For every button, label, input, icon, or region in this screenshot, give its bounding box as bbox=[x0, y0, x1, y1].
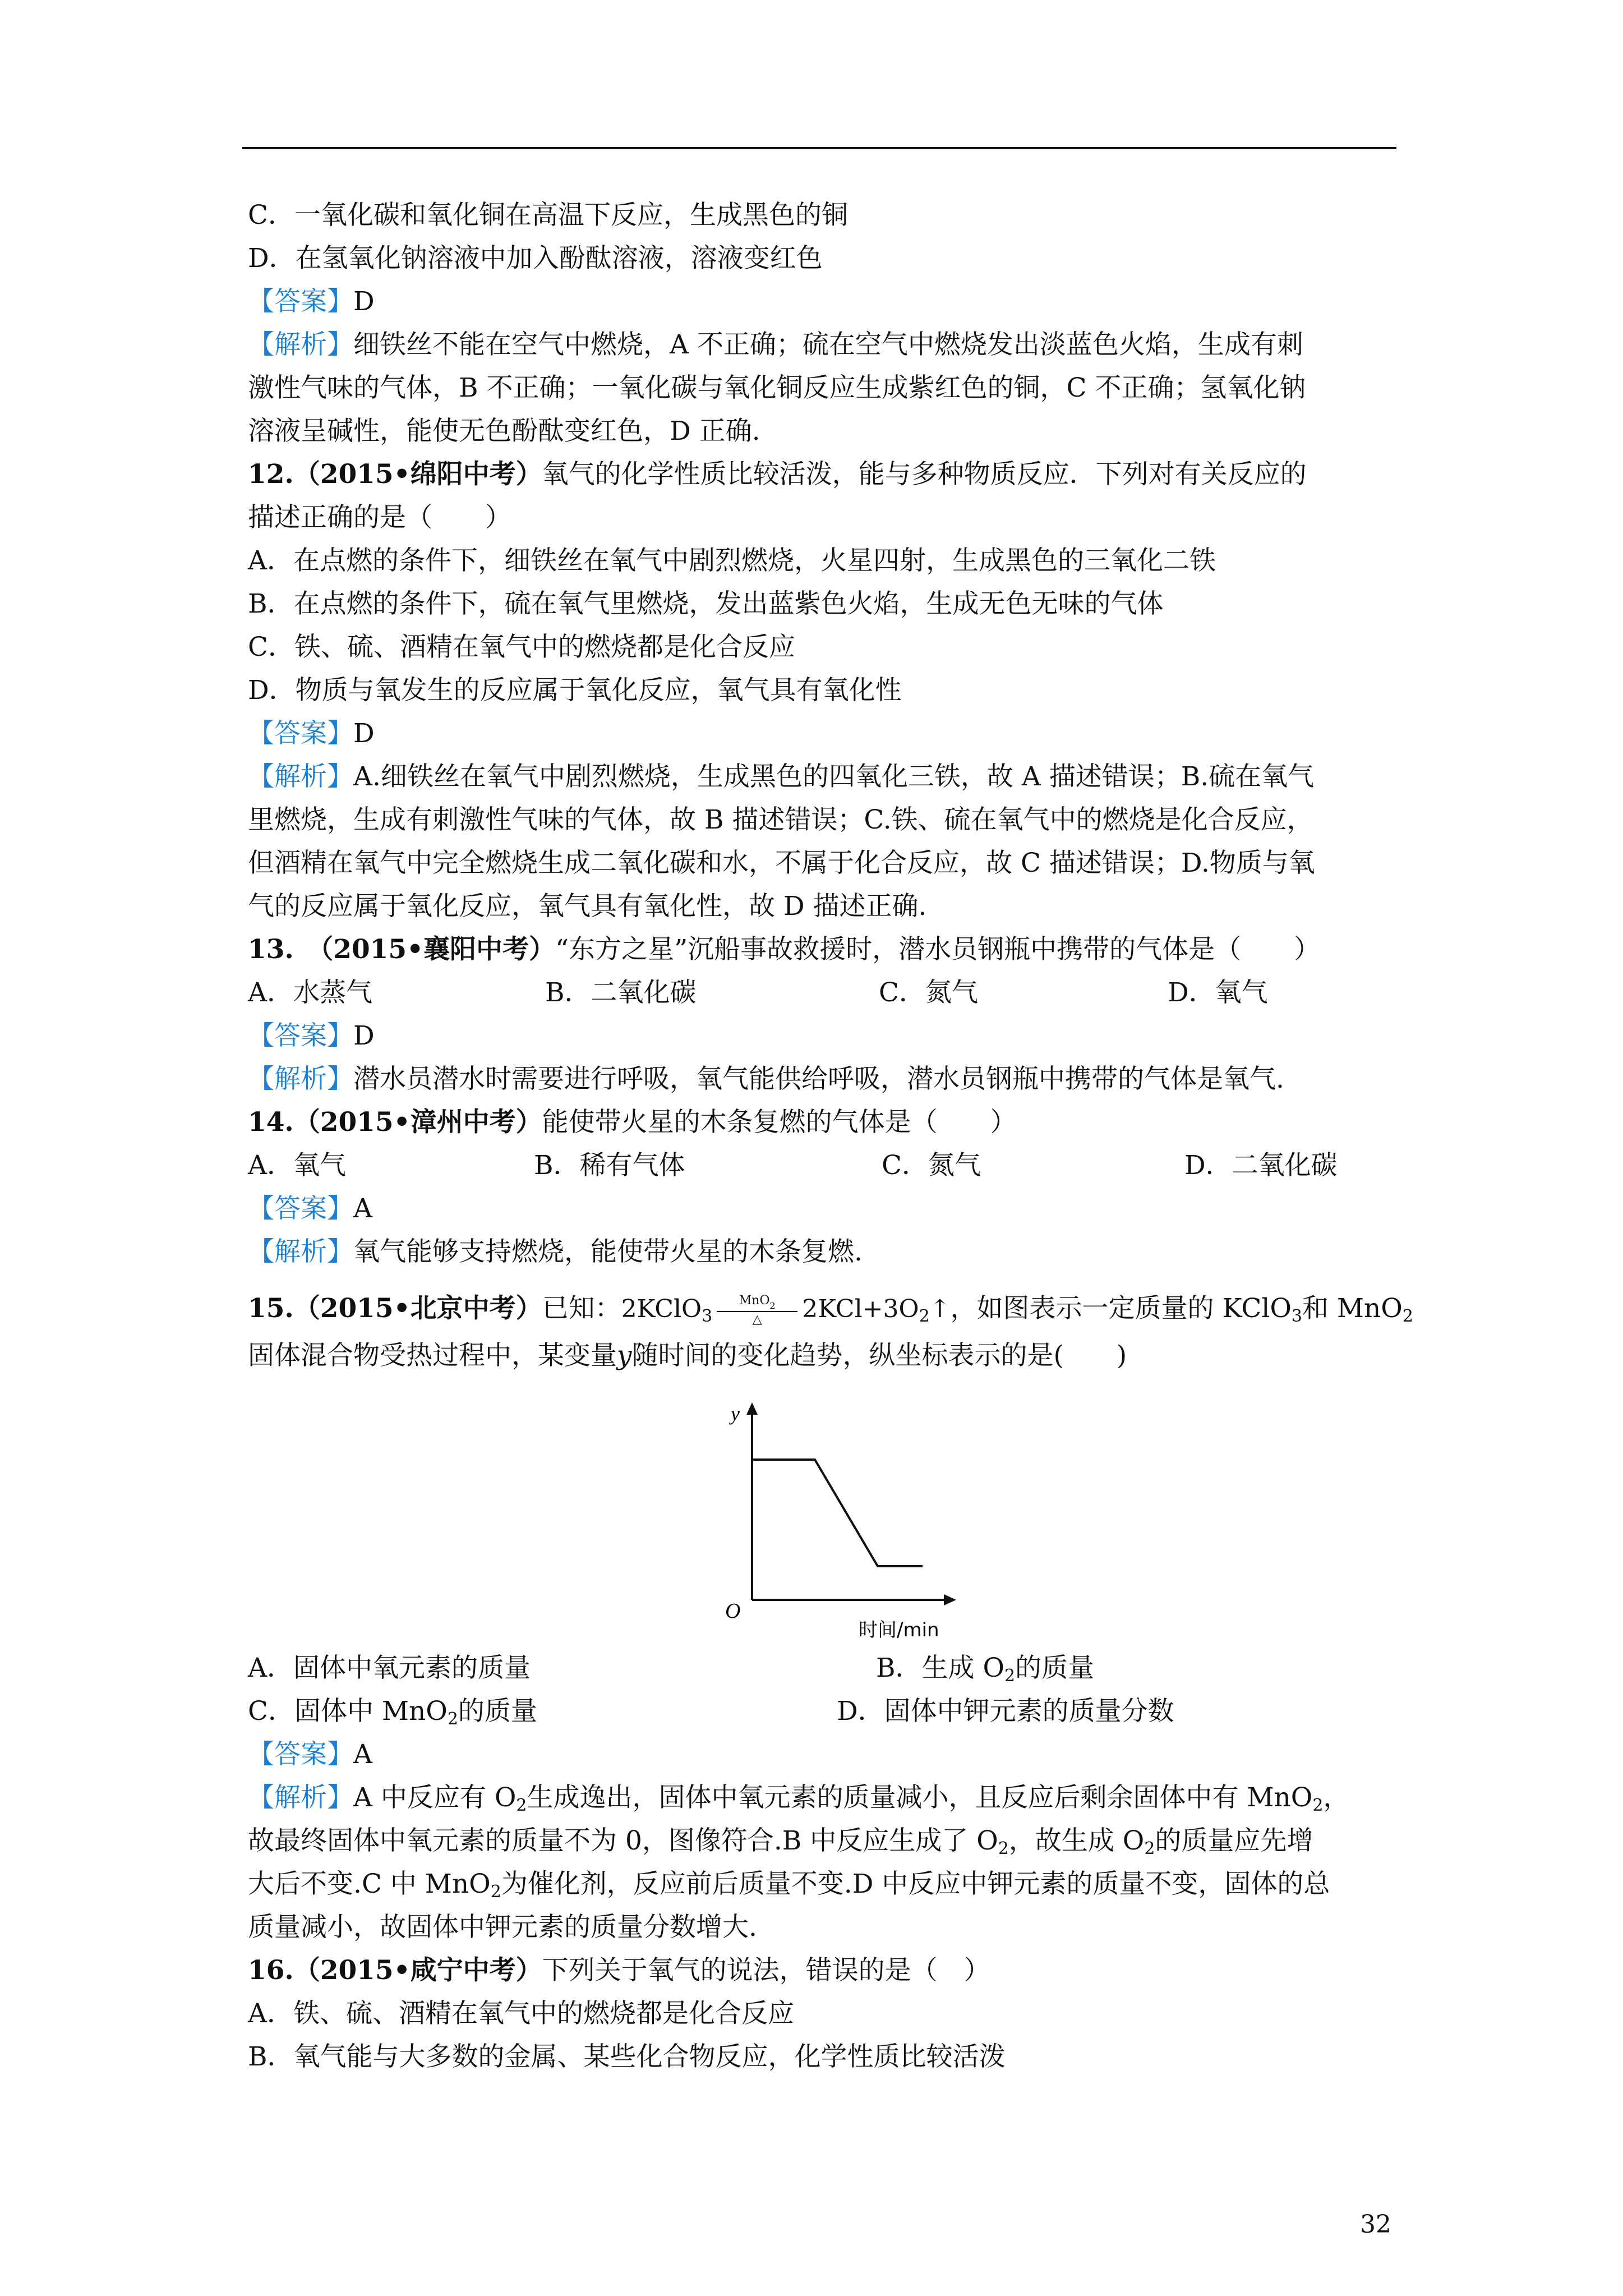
explanation-text: A 中反应有 O bbox=[353, 1782, 517, 1813]
question-number: 15.（2015•北京中考） bbox=[248, 1293, 542, 1324]
q15-explanation-1 bbox=[248, 1776, 1403, 1819]
q12-option-c: C．铁、硫、酒精在氧气中的燃烧都是化合反应 bbox=[248, 632, 795, 662]
answer-value: A bbox=[353, 1739, 372, 1770]
q15-stem-1 bbox=[248, 1278, 1413, 1334]
explanation-text: 细铁丝不能在空气中燃烧，A 不正确；硫在空气中燃烧发出淡蓝色火焰，生成有刺 bbox=[353, 329, 1303, 360]
q12-answer bbox=[248, 712, 1403, 755]
q13-explanation bbox=[248, 1057, 1403, 1101]
answer-value: D bbox=[353, 286, 375, 317]
q12-option-d: D．物质与氧发生的反应属于氧化反应，氧气具有氧化性 bbox=[248, 675, 902, 706]
subscript: 2 bbox=[1402, 1306, 1413, 1326]
x-axis-label: 时间/min bbox=[859, 1619, 939, 1641]
q15-explanation-2 bbox=[248, 1819, 1403, 1862]
question-text: “东方之星”沉船事故救援时，潜水员钢瓶中携带的气体是（ ） bbox=[555, 934, 1321, 965]
subscript: 2 bbox=[1144, 1839, 1155, 1858]
option-text: C．固体中 MnO bbox=[248, 1696, 448, 1727]
answer-tag: 【答案】 bbox=[248, 718, 353, 749]
question-text: 固体混合物受热过程中，某变量 bbox=[248, 1340, 617, 1371]
subscript: 2 bbox=[998, 1839, 1009, 1858]
question-number: 12.（2015•绵阳中考） bbox=[248, 459, 542, 490]
explanation-text: ， bbox=[1323, 1782, 1350, 1813]
question-text: ，如图表示一定质量的 KClO bbox=[950, 1293, 1292, 1324]
q13-options bbox=[248, 971, 1403, 1014]
q14-option-c: C．氮气 bbox=[882, 1150, 981, 1181]
explanation-text: 为催化剂，反应前后质量不变.D 中反应中钾元素的质量不变，固体的总 bbox=[501, 1869, 1330, 1899]
q15-option-d: D．固体中钾元素的质量分数 bbox=[837, 1696, 1174, 1727]
subscript: 2 bbox=[516, 1796, 527, 1815]
q15-explanation-4: 质量减小，故固体中钾元素的质量分数增大. bbox=[248, 1912, 757, 1943]
subscript: 3 bbox=[702, 1306, 713, 1326]
explanation-text: 的质量应先增 bbox=[1155, 1825, 1313, 1856]
q14-option-d: D．二氧化碳 bbox=[1184, 1150, 1338, 1181]
option-text: 的质量 bbox=[458, 1696, 537, 1727]
explanation-text: A.细铁丝在氧气中剧烈燃烧，生成黑色的四氧化三铁，故 A 描述错误；B.硫在氧气 bbox=[353, 761, 1315, 792]
q15-option-b bbox=[876, 1646, 1094, 1690]
q11-option-c: C．一氧化碳和氧化铜在高温下反应，生成黑色的铜 bbox=[248, 200, 848, 231]
q11-explanation-1 bbox=[248, 323, 1403, 366]
x-axis-arrowhead bbox=[944, 1594, 956, 1605]
answer-tag: 【答案】 bbox=[248, 1739, 353, 1770]
answer-value: D bbox=[353, 718, 375, 749]
q13-option-d: D．氧气 bbox=[1168, 977, 1268, 1008]
q15-options-cd bbox=[248, 1690, 1403, 1733]
q12-option-a: A．在点燃的条件下，细铁丝在氧气中剧烈燃烧，火星四射，生成黑色的三氧化二铁 bbox=[248, 545, 1216, 576]
y-axis-arrowhead bbox=[746, 1402, 758, 1415]
explanation-text: ，故生成 O bbox=[1008, 1825, 1145, 1856]
q11-explanation-3: 溶液呈碱性，能使无色酚酞变红色，D 正确. bbox=[248, 416, 760, 447]
catalyst-text: MnO bbox=[739, 1293, 770, 1308]
subscript: 2 bbox=[1004, 1666, 1016, 1686]
page-number: 32 bbox=[1360, 2210, 1391, 2239]
question-text: 下列关于氧气的说法，错误的是（ ） bbox=[542, 1955, 990, 1986]
q13-answer bbox=[248, 1014, 1403, 1057]
question-text: 氧气的化学性质比较活泼，能与多种物质反应．下列对有关反应的 bbox=[542, 459, 1307, 490]
q15-option-c bbox=[248, 1690, 837, 1733]
arrow-bar bbox=[717, 1311, 797, 1312]
explanation-tag: 【解析】 bbox=[248, 1782, 353, 1813]
equation-reactant: 2KClO bbox=[621, 1295, 702, 1323]
subscript: 2 bbox=[919, 1306, 930, 1326]
q12-stem-2: 描述正确的是（ ） bbox=[248, 502, 511, 533]
question-text: 随时间的变化趋势，纵坐标表示的是( ) bbox=[631, 1340, 1127, 1371]
q13-stem bbox=[248, 928, 1403, 971]
origin-label: O bbox=[725, 1599, 741, 1623]
variable-y: y bbox=[617, 1340, 632, 1371]
q14-options bbox=[248, 1144, 1403, 1187]
q14-stem bbox=[248, 1101, 1403, 1144]
answer-tag: 【答案】 bbox=[248, 1193, 353, 1224]
q12-explanation-1 bbox=[248, 755, 1403, 798]
answer-value: A bbox=[353, 1193, 372, 1224]
option-text: 的质量 bbox=[1015, 1653, 1095, 1683]
q14-option-b: B．稀有气体 bbox=[534, 1150, 685, 1181]
reaction-equation bbox=[621, 1278, 951, 1340]
q16-stem bbox=[248, 1949, 1403, 1992]
q12-option-b: B．在点燃的条件下，硫在氧气里燃烧，发出蓝紫色火焰，生成无色无味的气体 bbox=[248, 588, 1164, 619]
q15-answer bbox=[248, 1733, 1403, 1776]
question-number: 16.（2015•咸宁中考） bbox=[248, 1955, 542, 1986]
option-text: B．生成 O bbox=[876, 1653, 1005, 1683]
q12-explanation-2: 里燃烧，生成有刺激性气味的气体，故 B 描述错误；C.铁、硫在氧气中的燃烧是化合反应， bbox=[248, 804, 1313, 835]
question-number: 14.（2015•漳州中考） bbox=[248, 1107, 542, 1138]
question-text: 和 MnO bbox=[1302, 1293, 1403, 1324]
q16-option-b: B．氧气能与大多数的金属、某些化合物反应，化学性质比较活泼 bbox=[248, 2041, 1006, 2072]
document-body bbox=[248, 194, 1413, 2078]
q14-explanation bbox=[248, 1230, 1403, 1273]
q13-option-b: B．二氧化碳 bbox=[545, 977, 697, 1008]
explanation-tag: 【解析】 bbox=[248, 1236, 353, 1267]
subscript: 2 bbox=[1312, 1796, 1324, 1815]
explanation-tag: 【解析】 bbox=[248, 761, 353, 792]
q15-options-ab bbox=[248, 1646, 1403, 1690]
catalyst-label bbox=[712, 1293, 802, 1311]
subscript: 2 bbox=[490, 1882, 501, 1902]
y-axis-label: y bbox=[731, 1402, 740, 1425]
q12-explanation-4: 气的反应属于氧化反应，氧气具有氧化性，故 D 描述正确. bbox=[248, 891, 927, 922]
question-text: 能使带火星的木条复燃的气体是（ ） bbox=[542, 1107, 1017, 1138]
explanation-tag: 【解析】 bbox=[248, 1064, 353, 1094]
question-number: 13. （2015•襄阳中考） bbox=[248, 934, 556, 965]
explanation-text: 生成逸出，固体中氧元素的质量减小，且反应后剩余固体中有 MnO bbox=[527, 1782, 1313, 1813]
explanation-text: 大后不变.C 中 MnO bbox=[248, 1869, 491, 1899]
answer-value: D bbox=[353, 1020, 375, 1051]
q15-stem-2 bbox=[248, 1334, 1403, 1377]
explanation-tag: 【解析】 bbox=[248, 329, 353, 360]
q14-option-a: A．氧气 bbox=[248, 1150, 346, 1181]
heat-symbol: △ bbox=[752, 1312, 762, 1327]
reaction-arrow bbox=[712, 1294, 802, 1328]
answer-tag: 【答案】 bbox=[248, 1020, 353, 1051]
trend-line bbox=[752, 1460, 923, 1566]
explanation-text: 氧气能够支持燃烧，能使带火星的木条复燃. bbox=[353, 1236, 863, 1267]
explanation-text: 故最终固体中氧元素的质量不为 0，图像符合.B 中反应生成了 O bbox=[248, 1825, 998, 1856]
gas-arrow: ↑ bbox=[929, 1295, 951, 1323]
equation-product: 2KCl+3O bbox=[802, 1295, 919, 1323]
q13-option-a: A．水蒸气 bbox=[248, 977, 372, 1008]
q12-stem-1 bbox=[248, 453, 1403, 496]
q16-option-a: A．铁、硫、酒精在氧气中的燃烧都是化合反应 bbox=[248, 1998, 794, 2029]
answer-tag: 【答案】 bbox=[248, 286, 353, 317]
subscript: 2 bbox=[769, 1300, 776, 1311]
q12-explanation-3: 但酒精在氧气中完全燃烧生成二氧化碳和水，不属于化合反应，故 C 描述错误；D.物质与氧 bbox=[248, 848, 1315, 878]
header-rule bbox=[242, 147, 1396, 149]
q15-option-a: A．固体中氧元素的质量 bbox=[248, 1653, 531, 1683]
trend-figure bbox=[714, 1398, 983, 1645]
q11-option-d: D．在氢氧化钠溶液中加入酚酞溶液，溶液变红色 bbox=[248, 243, 823, 274]
question-text: 已知： bbox=[542, 1293, 621, 1324]
subscript: 3 bbox=[1291, 1306, 1302, 1326]
q15-explanation-3 bbox=[248, 1862, 1403, 1906]
q11-explanation-2: 激性气味的气体，B 不正确；一氧化碳与氧化铜反应生成紫红色的铜，C 不正确；氢氧化钠 bbox=[248, 372, 1306, 403]
q13-option-c: C．氮气 bbox=[879, 977, 978, 1008]
q11-answer bbox=[248, 280, 1403, 323]
q14-answer bbox=[248, 1187, 1403, 1230]
explanation-text: 潜水员潜水时需要进行呼吸，氧气能供给呼吸，潜水员钢瓶中携带的气体是氧气. bbox=[353, 1064, 1284, 1094]
subscript: 2 bbox=[447, 1709, 458, 1729]
